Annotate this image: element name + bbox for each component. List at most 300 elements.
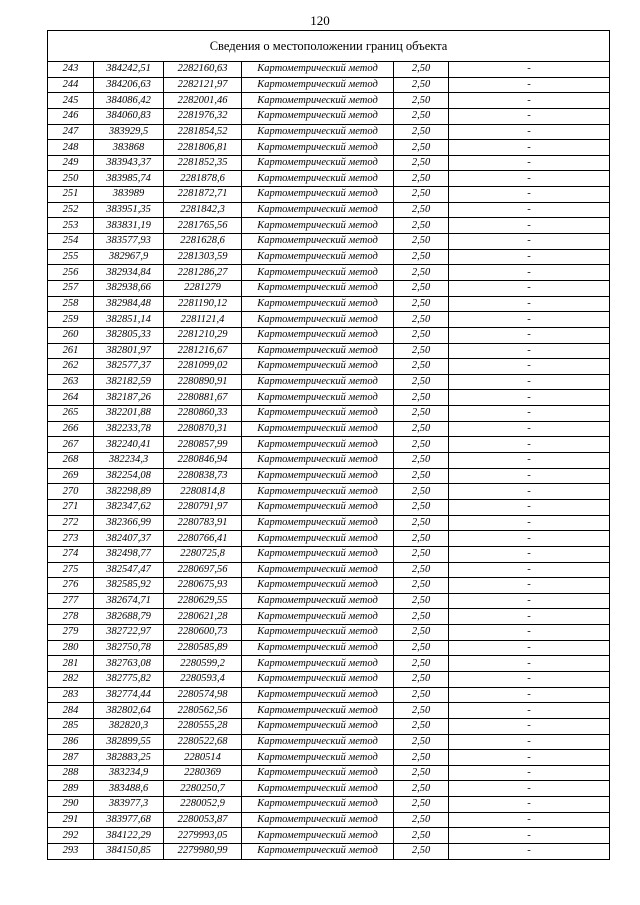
method-cell: Картометрический метод xyxy=(242,499,394,515)
table-row xyxy=(48,453,610,469)
y-coordinate-cell: 2280621,28 xyxy=(164,609,242,625)
y-coordinate-cell: 2280675,93 xyxy=(164,578,242,594)
description-cell: - xyxy=(449,77,610,93)
y-coordinate-cell: 2281852,35 xyxy=(164,155,242,171)
y-coordinate-cell: 2281854,52 xyxy=(164,124,242,140)
table-row xyxy=(48,687,610,703)
y-coordinate-cell: 2280555,28 xyxy=(164,718,242,734)
x-coordinate-cell: 382407,37 xyxy=(94,531,164,547)
table-row xyxy=(48,812,610,828)
x-coordinate-cell: 382774,44 xyxy=(94,687,164,703)
x-coordinate-cell: 383989 xyxy=(94,187,164,203)
boundary-coordinates-table xyxy=(47,30,610,860)
description-cell: - xyxy=(449,343,610,359)
description-cell: - xyxy=(449,359,610,375)
table-row xyxy=(48,218,610,234)
table-row xyxy=(48,155,610,171)
accuracy-cell: 2,50 xyxy=(394,93,449,109)
description-cell: - xyxy=(449,625,610,641)
accuracy-cell: 2,50 xyxy=(394,280,449,296)
method-cell: Картометрический метод xyxy=(242,671,394,687)
table-row xyxy=(48,499,610,515)
y-coordinate-cell: 2281303,59 xyxy=(164,249,242,265)
x-coordinate-cell: 382801,97 xyxy=(94,343,164,359)
method-cell: Картометрический метод xyxy=(242,703,394,719)
method-cell: Картометрический метод xyxy=(242,93,394,109)
point-number-cell: 260 xyxy=(48,327,94,343)
accuracy-cell: 2,50 xyxy=(394,671,449,687)
description-cell: - xyxy=(449,421,610,437)
y-coordinate-cell: 2281279 xyxy=(164,280,242,296)
boundary-table-sheet xyxy=(47,30,609,860)
y-coordinate-cell: 2282121,97 xyxy=(164,77,242,93)
point-number-cell: 247 xyxy=(48,124,94,140)
description-cell: - xyxy=(449,797,610,813)
table-row xyxy=(48,671,610,687)
table-body xyxy=(48,62,610,860)
y-coordinate-cell: 2280629,55 xyxy=(164,593,242,609)
y-coordinate-cell: 2280838,73 xyxy=(164,468,242,484)
y-coordinate-cell: 2280599,2 xyxy=(164,656,242,672)
x-coordinate-cell: 382938,66 xyxy=(94,280,164,296)
method-cell: Картометрический метод xyxy=(242,108,394,124)
method-cell: Картометрический метод xyxy=(242,218,394,234)
description-cell: - xyxy=(449,468,610,484)
description-cell: - xyxy=(449,327,610,343)
accuracy-cell: 2,50 xyxy=(394,546,449,562)
table-row xyxy=(48,171,610,187)
point-number-cell: 277 xyxy=(48,593,94,609)
point-number-cell: 283 xyxy=(48,687,94,703)
table-row xyxy=(48,437,610,453)
accuracy-cell: 2,50 xyxy=(394,62,449,78)
description-cell: - xyxy=(449,640,610,656)
point-number-cell: 287 xyxy=(48,750,94,766)
description-cell: - xyxy=(449,437,610,453)
point-number-cell: 275 xyxy=(48,562,94,578)
description-cell: - xyxy=(449,249,610,265)
description-cell: - xyxy=(449,218,610,234)
table-row xyxy=(48,578,610,594)
method-cell: Картометрический метод xyxy=(242,155,394,171)
x-coordinate-cell: 383943,37 xyxy=(94,155,164,171)
point-number-cell: 253 xyxy=(48,218,94,234)
method-cell: Картометрический метод xyxy=(242,62,394,78)
table-row xyxy=(48,468,610,484)
y-coordinate-cell: 2280574,98 xyxy=(164,687,242,703)
point-number-cell: 244 xyxy=(48,77,94,93)
accuracy-cell: 2,50 xyxy=(394,718,449,734)
table-row xyxy=(48,531,610,547)
accuracy-cell: 2,50 xyxy=(394,359,449,375)
accuracy-cell: 2,50 xyxy=(394,703,449,719)
y-coordinate-cell: 2280881,67 xyxy=(164,390,242,406)
description-cell: - xyxy=(449,187,610,203)
method-cell: Картометрический метод xyxy=(242,140,394,156)
method-cell: Картометрический метод xyxy=(242,296,394,312)
x-coordinate-cell: 382802,64 xyxy=(94,703,164,719)
x-coordinate-cell: 382775,82 xyxy=(94,671,164,687)
y-coordinate-cell: 2281190,12 xyxy=(164,296,242,312)
method-cell: Картометрический метод xyxy=(242,656,394,672)
table-row xyxy=(48,62,610,78)
point-number-cell: 268 xyxy=(48,453,94,469)
table-caption: Сведения о местоположении границ объекта xyxy=(48,31,610,62)
table-row xyxy=(48,77,610,93)
point-number-cell: 243 xyxy=(48,62,94,78)
accuracy-cell: 2,50 xyxy=(394,296,449,312)
point-number-cell: 274 xyxy=(48,546,94,562)
accuracy-cell: 2,50 xyxy=(394,781,449,797)
point-number-cell: 251 xyxy=(48,187,94,203)
method-cell: Картометрический метод xyxy=(242,578,394,594)
accuracy-cell: 2,50 xyxy=(394,265,449,281)
description-cell: - xyxy=(449,296,610,312)
x-coordinate-cell: 382805,33 xyxy=(94,327,164,343)
x-coordinate-cell: 382366,99 xyxy=(94,515,164,531)
y-coordinate-cell: 2281842,3 xyxy=(164,202,242,218)
description-cell: - xyxy=(449,374,610,390)
x-coordinate-cell: 382899,55 xyxy=(94,734,164,750)
table-row xyxy=(48,312,610,328)
point-number-cell: 271 xyxy=(48,499,94,515)
y-coordinate-cell: 2280766,41 xyxy=(164,531,242,547)
x-coordinate-cell: 384206,63 xyxy=(94,77,164,93)
table-row xyxy=(48,390,610,406)
x-coordinate-cell: 382585,92 xyxy=(94,578,164,594)
table-row xyxy=(48,625,610,641)
x-coordinate-cell: 383577,93 xyxy=(94,234,164,250)
method-cell: Картометрический метод xyxy=(242,265,394,281)
x-coordinate-cell: 383831,19 xyxy=(94,218,164,234)
point-number-cell: 270 xyxy=(48,484,94,500)
description-cell: - xyxy=(449,828,610,844)
y-coordinate-cell: 2280250,7 xyxy=(164,781,242,797)
method-cell: Картометрический метод xyxy=(242,187,394,203)
point-number-cell: 264 xyxy=(48,390,94,406)
y-coordinate-cell: 2281872,71 xyxy=(164,187,242,203)
point-number-cell: 245 xyxy=(48,93,94,109)
page-number: 120 xyxy=(310,13,330,28)
point-number-cell: 284 xyxy=(48,703,94,719)
y-coordinate-cell: 2280600,73 xyxy=(164,625,242,641)
table-row xyxy=(48,609,610,625)
y-coordinate-cell: 2281765,56 xyxy=(164,218,242,234)
y-coordinate-cell: 2281099,02 xyxy=(164,359,242,375)
method-cell: Картометрический метод xyxy=(242,625,394,641)
accuracy-cell: 2,50 xyxy=(394,687,449,703)
description-cell: - xyxy=(449,280,610,296)
accuracy-cell: 2,50 xyxy=(394,155,449,171)
accuracy-cell: 2,50 xyxy=(394,249,449,265)
point-number-cell: 252 xyxy=(48,202,94,218)
table-row xyxy=(48,703,610,719)
accuracy-cell: 2,50 xyxy=(394,484,449,500)
accuracy-cell: 2,50 xyxy=(394,828,449,844)
method-cell: Картометрический метод xyxy=(242,468,394,484)
method-cell: Картометрический метод xyxy=(242,124,394,140)
x-coordinate-cell: 382498,77 xyxy=(94,546,164,562)
point-number-cell: 279 xyxy=(48,625,94,641)
method-cell: Картометрический метод xyxy=(242,546,394,562)
table-row xyxy=(48,234,610,250)
accuracy-cell: 2,50 xyxy=(394,437,449,453)
y-coordinate-cell: 2280514 xyxy=(164,750,242,766)
accuracy-cell: 2,50 xyxy=(394,468,449,484)
accuracy-cell: 2,50 xyxy=(394,140,449,156)
point-number-cell: 263 xyxy=(48,374,94,390)
accuracy-cell: 2,50 xyxy=(394,312,449,328)
y-coordinate-cell: 2281976,32 xyxy=(164,108,242,124)
x-coordinate-cell: 382688,79 xyxy=(94,609,164,625)
y-coordinate-cell: 2280725,8 xyxy=(164,546,242,562)
y-coordinate-cell: 2280857,99 xyxy=(164,437,242,453)
point-number-cell: 265 xyxy=(48,406,94,422)
x-coordinate-cell: 382577,37 xyxy=(94,359,164,375)
x-coordinate-cell: 382187,26 xyxy=(94,390,164,406)
y-coordinate-cell: 2281210,29 xyxy=(164,327,242,343)
table-row xyxy=(48,562,610,578)
method-cell: Картометрический метод xyxy=(242,437,394,453)
y-coordinate-cell: 2280791,97 xyxy=(164,499,242,515)
table-row xyxy=(48,296,610,312)
y-coordinate-cell: 2281628,6 xyxy=(164,234,242,250)
accuracy-cell: 2,50 xyxy=(394,218,449,234)
x-coordinate-cell: 382233,78 xyxy=(94,421,164,437)
method-cell: Картометрический метод xyxy=(242,421,394,437)
y-coordinate-cell: 2280053,87 xyxy=(164,812,242,828)
description-cell: - xyxy=(449,499,610,515)
description-cell: - xyxy=(449,703,610,719)
point-number-cell: 282 xyxy=(48,671,94,687)
accuracy-cell: 2,50 xyxy=(394,625,449,641)
y-coordinate-cell: 2280593,4 xyxy=(164,671,242,687)
method-cell: Картометрический метод xyxy=(242,734,394,750)
accuracy-cell: 2,50 xyxy=(394,750,449,766)
point-number-cell: 289 xyxy=(48,781,94,797)
table-row xyxy=(48,280,610,296)
method-cell: Картометрический метод xyxy=(242,750,394,766)
x-coordinate-cell: 383977,68 xyxy=(94,812,164,828)
y-coordinate-cell: 2280562,56 xyxy=(164,703,242,719)
table-row xyxy=(48,515,610,531)
x-coordinate-cell: 382201,88 xyxy=(94,406,164,422)
x-coordinate-cell: 384242,51 xyxy=(94,62,164,78)
y-coordinate-cell: 2280860,33 xyxy=(164,406,242,422)
description-cell: - xyxy=(449,718,610,734)
table-row xyxy=(48,265,610,281)
x-coordinate-cell: 382851,14 xyxy=(94,312,164,328)
description-cell: - xyxy=(449,750,610,766)
point-number-cell: 248 xyxy=(48,140,94,156)
y-coordinate-cell: 2281878,6 xyxy=(164,171,242,187)
x-coordinate-cell: 382298,89 xyxy=(94,484,164,500)
method-cell: Картометрический метод xyxy=(242,687,394,703)
method-cell: Картометрический метод xyxy=(242,234,394,250)
point-number-cell: 267 xyxy=(48,437,94,453)
table-row xyxy=(48,750,610,766)
table-row xyxy=(48,108,610,124)
y-coordinate-cell: 2280870,31 xyxy=(164,421,242,437)
point-number-cell: 286 xyxy=(48,734,94,750)
point-number-cell: 246 xyxy=(48,108,94,124)
description-cell: - xyxy=(449,155,610,171)
description-cell: - xyxy=(449,812,610,828)
table-row xyxy=(48,343,610,359)
x-coordinate-cell: 382984,48 xyxy=(94,296,164,312)
method-cell: Картометрический метод xyxy=(242,531,394,547)
description-cell: - xyxy=(449,124,610,140)
point-number-cell: 288 xyxy=(48,765,94,781)
y-coordinate-cell: 2280522,68 xyxy=(164,734,242,750)
accuracy-cell: 2,50 xyxy=(394,406,449,422)
table-row xyxy=(48,484,610,500)
point-number-cell: 280 xyxy=(48,640,94,656)
description-cell: - xyxy=(449,546,610,562)
x-coordinate-cell: 382763,08 xyxy=(94,656,164,672)
description-cell: - xyxy=(449,108,610,124)
accuracy-cell: 2,50 xyxy=(394,656,449,672)
table-row xyxy=(48,421,610,437)
table-row xyxy=(48,546,610,562)
accuracy-cell: 2,50 xyxy=(394,640,449,656)
accuracy-cell: 2,50 xyxy=(394,734,449,750)
method-cell: Картометрический метод xyxy=(242,640,394,656)
accuracy-cell: 2,50 xyxy=(394,453,449,469)
description-cell: - xyxy=(449,781,610,797)
point-number-cell: 269 xyxy=(48,468,94,484)
table-row xyxy=(48,249,610,265)
method-cell: Картометрический метод xyxy=(242,609,394,625)
accuracy-cell: 2,50 xyxy=(394,327,449,343)
description-cell: - xyxy=(449,531,610,547)
table-row xyxy=(48,656,610,672)
method-cell: Картометрический метод xyxy=(242,781,394,797)
x-coordinate-cell: 384060,83 xyxy=(94,108,164,124)
description-cell: - xyxy=(449,671,610,687)
x-coordinate-cell: 383951,35 xyxy=(94,202,164,218)
point-number-cell: 285 xyxy=(48,718,94,734)
description-cell: - xyxy=(449,687,610,703)
point-number-cell: 272 xyxy=(48,515,94,531)
table-row xyxy=(48,781,610,797)
accuracy-cell: 2,50 xyxy=(394,499,449,515)
method-cell: Картометрический метод xyxy=(242,171,394,187)
method-cell: Картометрический метод xyxy=(242,828,394,844)
point-number-cell: 255 xyxy=(48,249,94,265)
method-cell: Картометрический метод xyxy=(242,812,394,828)
y-coordinate-cell: 2281216,67 xyxy=(164,343,242,359)
y-coordinate-cell: 2282160,63 xyxy=(164,62,242,78)
x-coordinate-cell: 384150,85 xyxy=(94,844,164,860)
description-cell: - xyxy=(449,765,610,781)
accuracy-cell: 2,50 xyxy=(394,578,449,594)
description-cell: - xyxy=(449,562,610,578)
y-coordinate-cell: 2279980,99 xyxy=(164,844,242,860)
point-number-cell: 293 xyxy=(48,844,94,860)
x-coordinate-cell: 383977,3 xyxy=(94,797,164,813)
accuracy-cell: 2,50 xyxy=(394,593,449,609)
point-number-cell: 276 xyxy=(48,578,94,594)
x-coordinate-cell: 382750,78 xyxy=(94,640,164,656)
description-cell: - xyxy=(449,609,610,625)
x-coordinate-cell: 384122,29 xyxy=(94,828,164,844)
table-row xyxy=(48,124,610,140)
description-cell: - xyxy=(449,140,610,156)
table-row xyxy=(48,406,610,422)
method-cell: Картометрический метод xyxy=(242,453,394,469)
description-cell: - xyxy=(449,93,610,109)
table-row xyxy=(48,640,610,656)
method-cell: Картометрический метод xyxy=(242,312,394,328)
description-cell: - xyxy=(449,265,610,281)
x-coordinate-cell: 383985,74 xyxy=(94,171,164,187)
y-coordinate-cell: 2280585,89 xyxy=(164,640,242,656)
accuracy-cell: 2,50 xyxy=(394,844,449,860)
description-cell: - xyxy=(449,390,610,406)
method-cell: Картометрический метод xyxy=(242,562,394,578)
x-coordinate-cell: 383929,5 xyxy=(94,124,164,140)
description-cell: - xyxy=(449,171,610,187)
description-cell: - xyxy=(449,515,610,531)
description-cell: - xyxy=(449,234,610,250)
accuracy-cell: 2,50 xyxy=(394,202,449,218)
method-cell: Картометрический метод xyxy=(242,249,394,265)
table-row xyxy=(48,187,610,203)
y-coordinate-cell: 2280369 xyxy=(164,765,242,781)
accuracy-cell: 2,50 xyxy=(394,562,449,578)
table-row xyxy=(48,93,610,109)
x-coordinate-cell: 382347,62 xyxy=(94,499,164,515)
description-cell: - xyxy=(449,844,610,860)
accuracy-cell: 2,50 xyxy=(394,374,449,390)
table-row xyxy=(48,374,610,390)
method-cell: Картометрический метод xyxy=(242,406,394,422)
point-number-cell: 250 xyxy=(48,171,94,187)
point-number-cell: 254 xyxy=(48,234,94,250)
point-number-cell: 257 xyxy=(48,280,94,296)
accuracy-cell: 2,50 xyxy=(394,187,449,203)
accuracy-cell: 2,50 xyxy=(394,797,449,813)
y-coordinate-cell: 2280890,91 xyxy=(164,374,242,390)
point-number-cell: 273 xyxy=(48,531,94,547)
accuracy-cell: 2,50 xyxy=(394,343,449,359)
method-cell: Картометрический метод xyxy=(242,390,394,406)
y-coordinate-cell: 2280846,94 xyxy=(164,453,242,469)
accuracy-cell: 2,50 xyxy=(394,531,449,547)
accuracy-cell: 2,50 xyxy=(394,124,449,140)
point-number-cell: 292 xyxy=(48,828,94,844)
table-row xyxy=(48,140,610,156)
x-coordinate-cell: 382674,71 xyxy=(94,593,164,609)
point-number-cell: 281 xyxy=(48,656,94,672)
table-row xyxy=(48,593,610,609)
method-cell: Картометрический метод xyxy=(242,359,394,375)
point-number-cell: 266 xyxy=(48,421,94,437)
point-number-cell: 291 xyxy=(48,812,94,828)
accuracy-cell: 2,50 xyxy=(394,390,449,406)
x-coordinate-cell: 382240,41 xyxy=(94,437,164,453)
point-number-cell: 290 xyxy=(48,797,94,813)
point-number-cell: 256 xyxy=(48,265,94,281)
x-coordinate-cell: 382934,84 xyxy=(94,265,164,281)
accuracy-cell: 2,50 xyxy=(394,421,449,437)
accuracy-cell: 2,50 xyxy=(394,108,449,124)
method-cell: Картометрический метод xyxy=(242,343,394,359)
x-coordinate-cell: 382883,25 xyxy=(94,750,164,766)
method-cell: Картометрический метод xyxy=(242,327,394,343)
x-coordinate-cell: 383488,6 xyxy=(94,781,164,797)
